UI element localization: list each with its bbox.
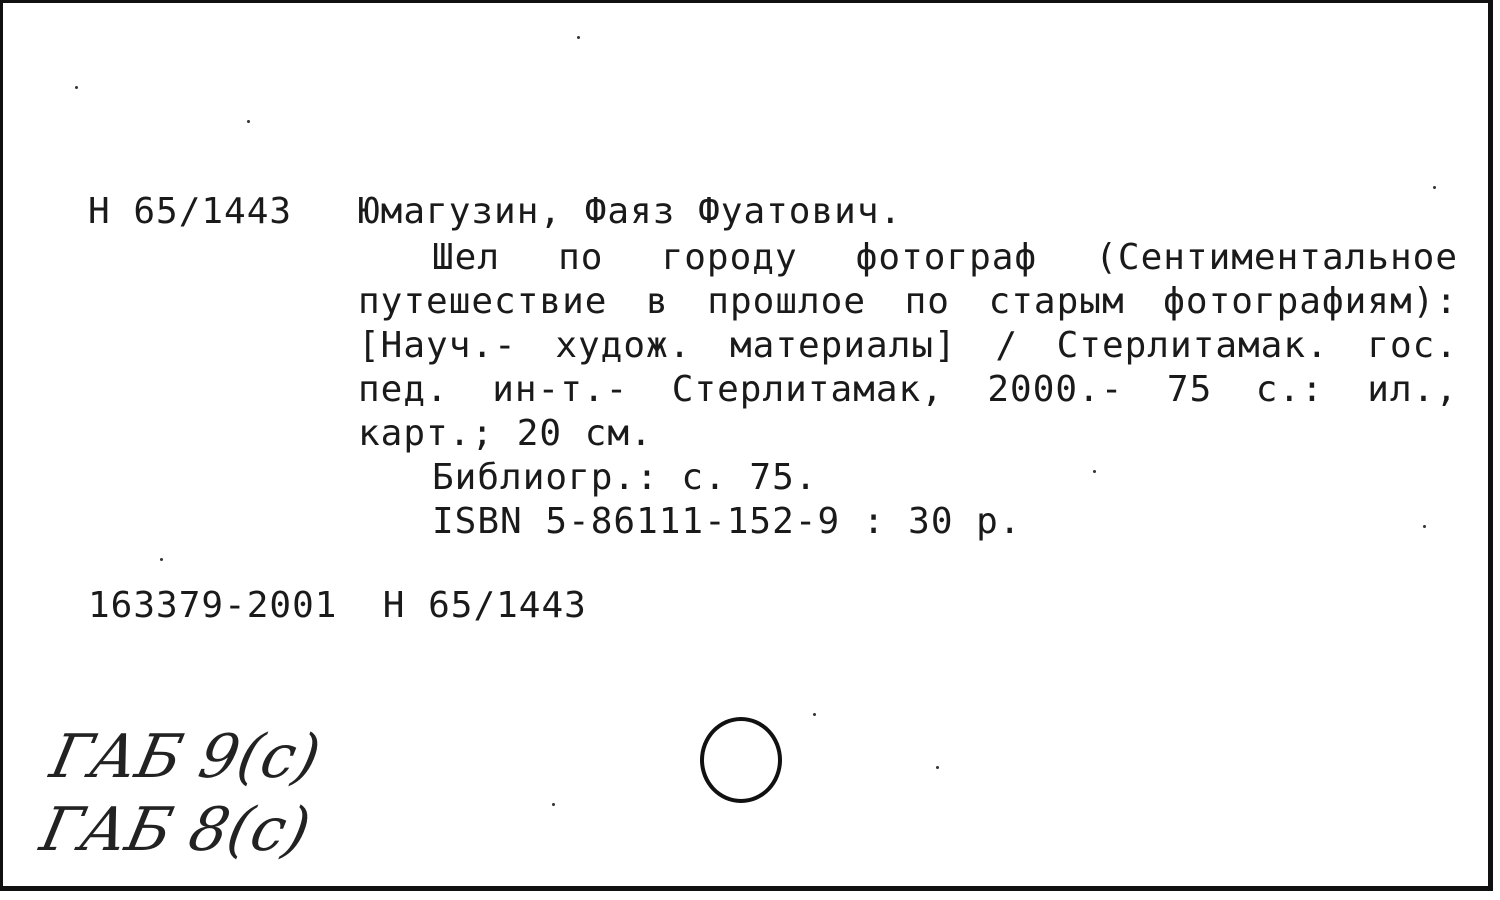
title-line-2: путешествие в прошлое по старым фотографиям): bbox=[358, 281, 1458, 322]
scan-speck bbox=[1433, 186, 1436, 189]
title-line-5: карт.; 20 см. bbox=[358, 413, 653, 454]
author-heading: Юмагузин, Фаяз Фуатович. bbox=[358, 191, 903, 232]
scan-speck bbox=[552, 803, 555, 806]
inventory-number: 163379-2001 Н 65/1443 bbox=[88, 585, 587, 626]
handwritten-note-1: ГАБ 9(с) bbox=[44, 722, 327, 792]
title-line-4: пед. ин-т.- Стерлитамак, 2000.- 75 с.: ил., bbox=[358, 369, 1458, 410]
punch-hole-circle bbox=[700, 717, 782, 803]
bibliography-note: Библиогр.: с. 75. bbox=[432, 457, 818, 498]
isbn-price: ISBN 5-86111-152-9 : 30 р. bbox=[432, 501, 1022, 542]
shelfmark: Н 65/1443 bbox=[88, 191, 293, 232]
scan-speck bbox=[75, 86, 78, 89]
scan-speck bbox=[160, 558, 163, 561]
handwritten-note-2: ГАБ 8(с) bbox=[34, 795, 317, 865]
scan-speck bbox=[247, 120, 250, 123]
scan-speck bbox=[813, 713, 816, 716]
title-line-3: [Науч.- худож. материалы] / Стерлитамак. гос. bbox=[358, 325, 1458, 366]
title-line-1: Шел по городу фотограф (Сентиментальное bbox=[432, 237, 1458, 278]
scan-speck bbox=[577, 36, 580, 39]
scan-speck bbox=[936, 766, 939, 769]
scan-speck bbox=[1423, 525, 1426, 528]
scan-speck bbox=[1093, 470, 1096, 473]
